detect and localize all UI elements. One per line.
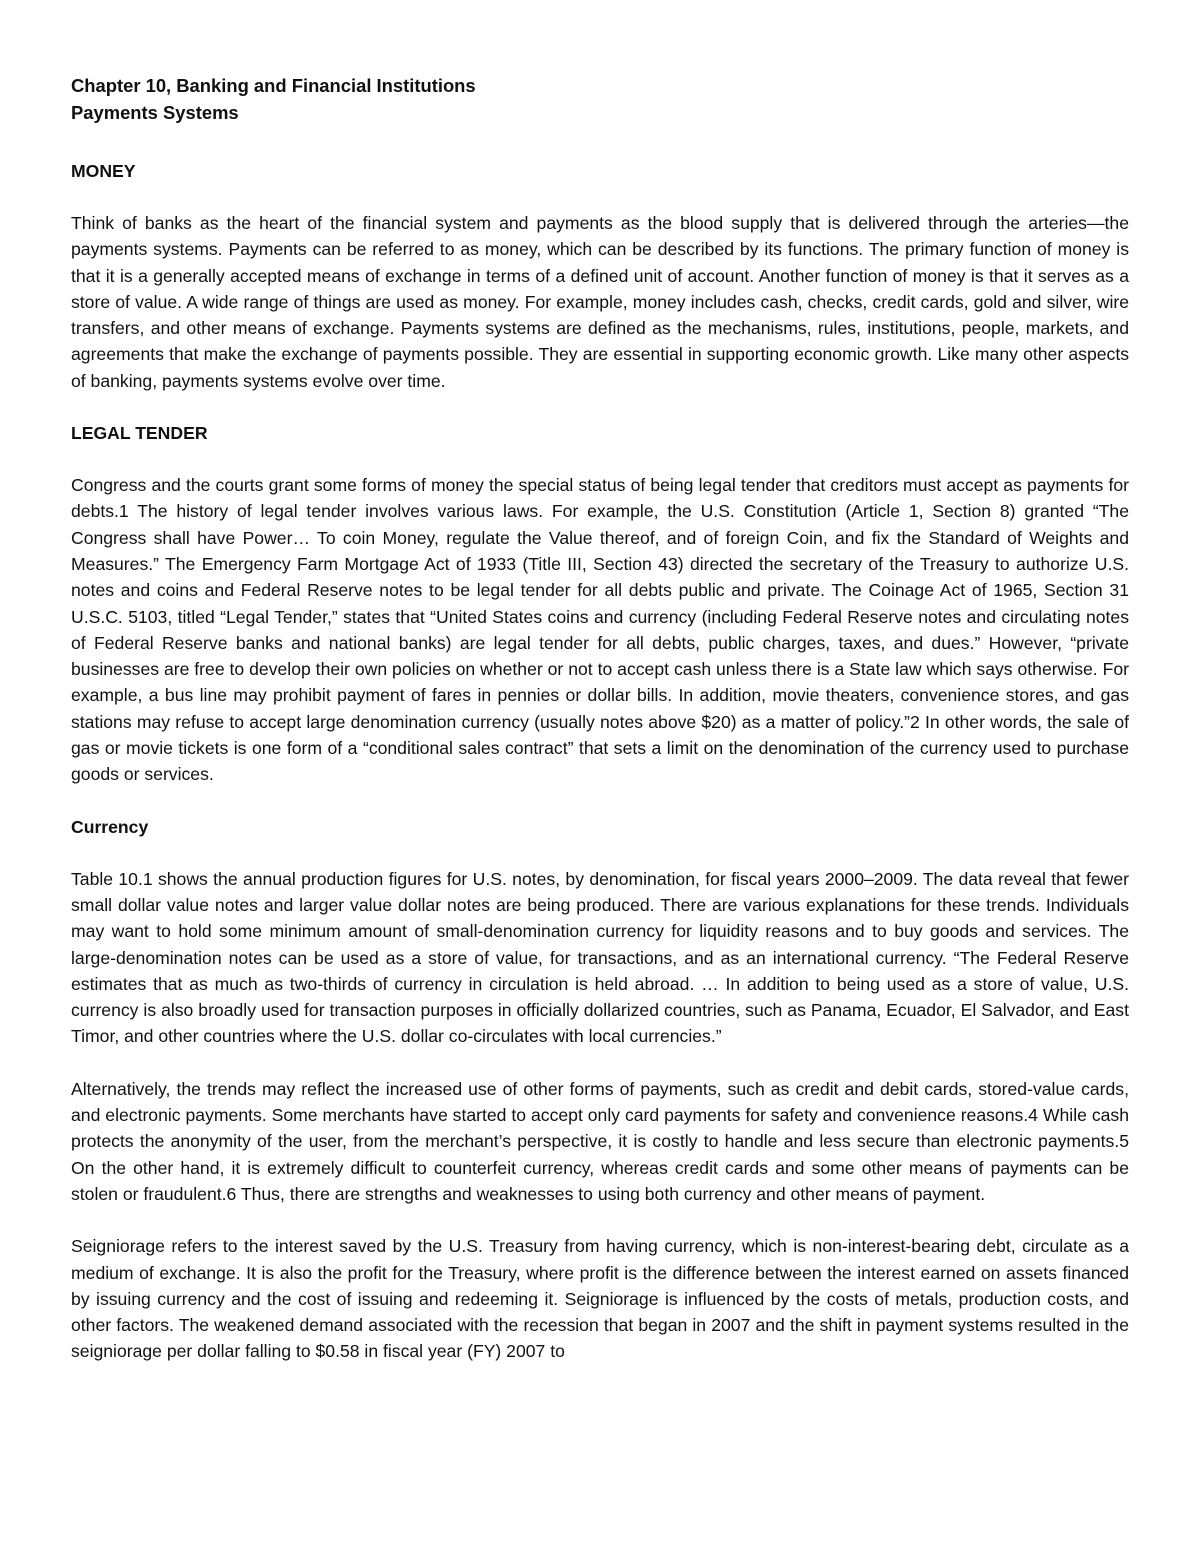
section-heading-legal-tender: LEGAL TENDER <box>71 423 208 444</box>
chapter-title: Chapter 10, Banking and Financial Institutions <box>71 75 476 96</box>
paragraph-currency-2: Alternatively, the trends may reflect the increased use of other forms of payments, such as credit and debit cards, stored-value cards, and electronic payments. Some merchants have started to accept only card payments for safety and convenience reasons.4 While cash protects the anonymity of the user, from the merchant’s perspective, it is costly to handle and less secure than electronic payments.5 On the other hand, it is extremely difficult to counterfeit currency, whereas credit cards and some other means of payments can be stolen or fraudulent.6 Thus, there are strengths and weaknesses to using both currency and other means of payment. <box>71 1078 1129 1204</box>
section-heading-currency: Currency <box>71 816 149 837</box>
title-block <box>71 72 1129 126</box>
document-page <box>71 72 1129 1391</box>
chapter-subtitle: Payments Systems <box>71 102 239 123</box>
paragraph-money-1: Think of banks as the heart of the financial system and payments as the blood supply that is delivered through the arteries—the payments systems. Payments can be referred to as money, which can be described by its functions. The primary function of money is that it is a generally accepted means of exchange in terms of a defined unit of account. Another function of money is that it serves as a store of value. A wide range of things are used as money. For example, money includes cash, checks, credit cards, gold and silver, wire transfers, and other means of exchange. Payments systems are defined as the mechanisms, rules, institutions, people, markets, and agreements that make the exchange of payments possible. They are essential in supporting economic growth. Like many other aspects of banking, payments systems evolve over time. <box>71 213 1129 391</box>
paragraph-currency-3: Seigniorage refers to the interest saved by the U.S. Treasury from having currency, which is non-interest-bearing debt, circulate as a medium of exchange. It is also the profit for the Treasury, where profit is the difference between the interest earned on assets financed by issuing currency and the cost of issuing and redeeming it. Seigniorage is influenced by the costs of metals, production costs, and other factors. The weakened demand associated with the recession that began in 2007 and the shift in payment systems resulted in the seigniorage per dollar falling to $0.58 in fiscal year (FY) 2007 to <box>71 1236 1129 1362</box>
paragraph-currency-1: Table 10.1 shows the annual production figures for U.S. notes, by denomination, for fiscal years 2000–2009. The data reveal that fewer small dollar value notes and larger value dollar notes are being produced. There are various explanations for these trends. Individuals may want to hold some minimum amount of small-denomination currency for liquidity reasons and to buy goods and services. The large-denomination notes can be used as a store of value, for transactions, and as an international currency. “The Federal Reserve estimates that as much as two-thirds of currency in circulation is held abroad. … In addition to being used as a store of value, U.S. currency is also broadly used for transaction purposes in officially dollarized countries, such as Panama, Ecuador, El Salvador, and East Timor, and other countries where the U.S. dollar co-circulates with local currencies.” <box>71 868 1129 1047</box>
section-heading-money: MONEY <box>71 161 136 181</box>
paragraph-legal-tender-1: Congress and the courts grant some forms of money the special status of being legal tender that creditors must accept as payments for debts.1 The history of legal tender involves various laws. For example, the U.S. Constitution (Article 1, Section 8) granted “The Congress shall have Power… To coin Money, regulate the Value thereof, and of foreign Coin, and fix the Standard of Weights and Measures.” The Emergency Farm Mortgage Act of 1933 (Title III, Section 43) directed the secretary of the Treasury to authorize U.S. notes and coins and Federal Reserve notes to be legal tender for all debts public and private. The Coinage Act of 1965, Section 31 U.S.C. 5103, titled “Legal Tender,” states that “United States coins and currency (including Federal Reserve notes and circulating notes of Federal Reserve banks and national banks) are legal tender for all debts, public charges, taxes, and dues.” However, “private businesses are free to develop their own policies on whether or not to accept cash unless there is a State law which says otherwise. For example, a bus line may prohibit payment of fares in pennies or dollar bills. In addition, movie theaters, convenience stores, and gas stations may refuse to accept large denomination currency (usually notes above $20) as a matter of policy.”2 In other words, the sale of gas or movie tickets is one form of a “conditional sales contract” that sets a limit on the denomination of the currency used to purchase goods or services. <box>71 475 1129 785</box>
